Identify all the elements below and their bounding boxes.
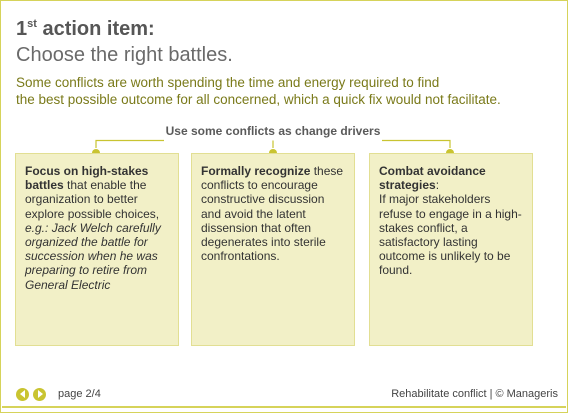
- copyright: © Manageris: [495, 388, 558, 400]
- title-ordinal: st: [27, 18, 37, 30]
- intro-line-1: Some conflicts are worth spending the time and energy required to find: [16, 75, 440, 90]
- card-1-heading: Focus on high-stakes battles: [25, 164, 149, 193]
- title-text: action item:: [36, 18, 155, 40]
- card-2-text: [201, 164, 345, 263]
- footer-credits: [391, 386, 558, 402]
- module-title: Rehabilitate conflict: [391, 388, 487, 400]
- card-3-colon: :: [435, 178, 440, 193]
- chevron-left-icon: [20, 390, 25, 398]
- card-1-body: that enable the organization to better explore possible choices,: [25, 178, 160, 221]
- previous-page-button[interactable]: [16, 388, 29, 401]
- card-1-eg: e.g.:: [25, 220, 49, 235]
- card-1-example: Jack Welch carefully organized the battle for succession when he was preparing to retire from General Electric: [25, 220, 161, 292]
- diagram-heading: Use some conflicts as change drivers: [165, 124, 381, 138]
- card-2-heading: Formally recognize: [201, 164, 311, 178]
- title-number: 1: [16, 18, 28, 40]
- card-2-body: these conflicts to encourage constructive discussion and avoid the latent dissension that often degenerates into sterile confrontations.: [201, 164, 344, 264]
- footer-separator: |: [489, 388, 493, 400]
- page-subtitle: Choose the right battles.: [16, 44, 233, 66]
- next-page-button[interactable]: [33, 388, 46, 401]
- page-indicator: page 2/4: [58, 388, 101, 400]
- page-navigation: [16, 386, 101, 402]
- card-3-text: [379, 164, 523, 278]
- card-1-text: [25, 164, 169, 292]
- card-focus-high-stakes: [15, 153, 179, 346]
- chevron-right-icon: [38, 390, 43, 398]
- card-3-heading: Combat avoidance strategies: [379, 164, 486, 193]
- card-3-body: If major stakeholders refuse to engage in a high-stakes conflict, a satisfactory lasting outcome is unlikely to be found.: [379, 192, 522, 278]
- card-combat-avoidance: [369, 153, 533, 346]
- card-formally-recognize: [191, 153, 355, 346]
- intro-line-2: the best possible outcome for all concerned, which a quick fix would not facilitate.: [16, 92, 501, 107]
- connector-lines: [96, 141, 450, 149]
